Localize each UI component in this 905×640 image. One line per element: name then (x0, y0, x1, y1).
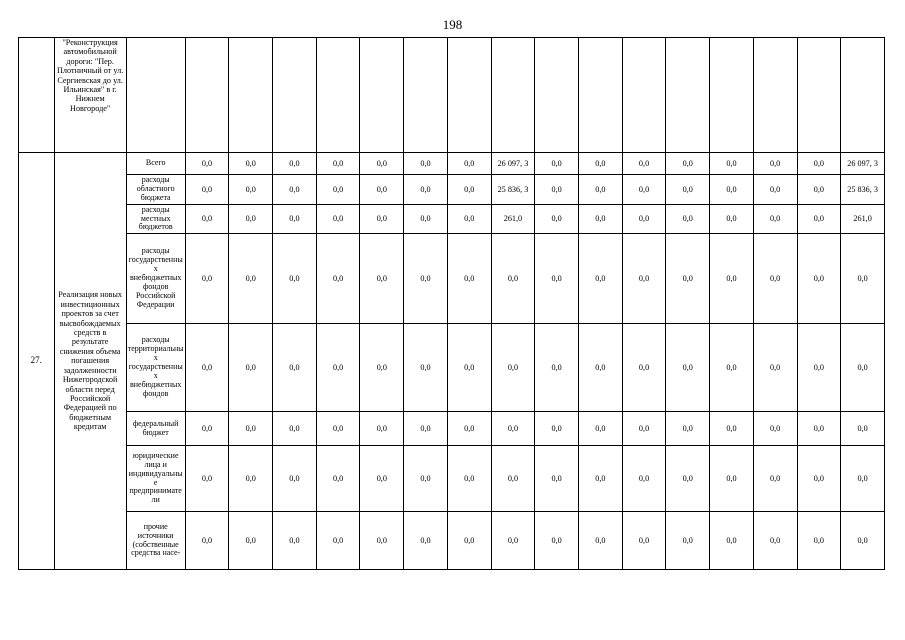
value-cell: 0,0 (710, 324, 754, 412)
value-cell: 0,0 (578, 446, 622, 512)
value-cell: 0,0 (753, 324, 797, 412)
value-cell: 0,0 (185, 324, 229, 412)
value-cell: 0,0 (229, 412, 273, 446)
value-cell: 0,0 (273, 175, 317, 205)
value-cell: 0,0 (753, 205, 797, 234)
value-cell: 0,0 (360, 512, 404, 570)
value-cell: 0,0 (666, 234, 710, 324)
value-cell: 0,0 (622, 412, 666, 446)
table-row (19, 175, 885, 205)
value-cell: 0,0 (360, 324, 404, 412)
value-cell: 0,0 (404, 153, 448, 175)
value-cell: 0,0 (710, 412, 754, 446)
value-cell: 0,0 (578, 324, 622, 412)
budget-table (18, 37, 885, 570)
value-cell: 0,0 (841, 324, 885, 412)
value-cell: 0,0 (316, 412, 360, 446)
value-cell: 0,0 (535, 153, 579, 175)
value-cell: 0,0 (578, 412, 622, 446)
value-cell: 0,0 (753, 175, 797, 205)
table-row-previous (19, 38, 885, 153)
value-cell: 0,0 (316, 234, 360, 324)
value-cell: 0,0 (447, 205, 491, 234)
value-cell: 0,0 (710, 446, 754, 512)
value-cell: 0,0 (185, 153, 229, 175)
value-cell: 0,0 (578, 512, 622, 570)
value-cell: 0,0 (360, 234, 404, 324)
value-cell: 0,0 (841, 512, 885, 570)
value-cell: 26 097, 3 (841, 153, 885, 175)
funding-source: юридические лица и индивидуальные предприниматели (126, 446, 185, 512)
value-cell: 0,0 (622, 324, 666, 412)
value-cell: 0,0 (753, 412, 797, 446)
value-cell: 0,0 (753, 234, 797, 324)
funding-source: расходы государственных внебюджетных фондов Российской Федерации (126, 234, 185, 324)
value-cell: 0,0 (229, 153, 273, 175)
table-row (19, 234, 885, 324)
value-cell: 0,0 (622, 512, 666, 570)
value-cell: 0,0 (535, 234, 579, 324)
value-cell: 0,0 (622, 153, 666, 175)
value-cell: 0,0 (316, 205, 360, 234)
value-cell: 0,0 (185, 175, 229, 205)
value-cell: 0,0 (273, 512, 317, 570)
funding-source: расходы местных бюджетов (126, 205, 185, 234)
funding-source: Всего (126, 153, 185, 175)
value-cell: 0,0 (578, 234, 622, 324)
value-cell: 0,0 (710, 512, 754, 570)
value-cell: 0,0 (710, 175, 754, 205)
value-cell: 0,0 (273, 153, 317, 175)
row-number-cell (19, 38, 55, 153)
value-cell: 0,0 (360, 205, 404, 234)
value-cell: 0,0 (316, 324, 360, 412)
value-cell: 0,0 (535, 412, 579, 446)
value-cell: 0,0 (404, 412, 448, 446)
funding-source: расходы областного бюджета (126, 175, 185, 205)
value-cell: 261,0 (841, 205, 885, 234)
table-row (19, 153, 885, 175)
value-cell: 0,0 (185, 234, 229, 324)
value-cell: 0,0 (447, 153, 491, 175)
value-cell: 0,0 (666, 446, 710, 512)
table-row (19, 446, 885, 512)
value-cell: 0,0 (229, 512, 273, 570)
value-cell: 0,0 (273, 446, 317, 512)
value-cell: 0,0 (666, 324, 710, 412)
value-cell: 0,0 (185, 512, 229, 570)
value-cell: 0,0 (753, 446, 797, 512)
value-cell: 25 836, 3 (841, 175, 885, 205)
table-row (19, 324, 885, 412)
value-cell: 0,0 (491, 412, 535, 446)
value-cell: 0,0 (316, 446, 360, 512)
value-cell: 0,0 (797, 412, 841, 446)
value-cell: 0,0 (404, 512, 448, 570)
table-row (19, 512, 885, 570)
value-cell: 0,0 (491, 234, 535, 324)
value-cell: 0,0 (666, 512, 710, 570)
value-cell: 26 097, 3 (491, 153, 535, 175)
value-cell: 0,0 (404, 175, 448, 205)
value-cell: 0,0 (273, 412, 317, 446)
value-cell: 0,0 (360, 412, 404, 446)
value-cell: 0,0 (797, 446, 841, 512)
value-cell: 0,0 (447, 175, 491, 205)
value-cell: 0,0 (447, 446, 491, 512)
value-cell: 0,0 (797, 153, 841, 175)
value-cell: 0,0 (229, 234, 273, 324)
value-cell: 0,0 (185, 412, 229, 446)
value-cell: 0,0 (447, 234, 491, 324)
value-cell: 0,0 (360, 175, 404, 205)
value-cell: 0,0 (797, 175, 841, 205)
value-cell: 0,0 (273, 234, 317, 324)
value-cell: 0,0 (273, 324, 317, 412)
funding-source: федеральный бюджет (126, 412, 185, 446)
value-cell: 0,0 (447, 324, 491, 412)
value-cell: 0,0 (185, 446, 229, 512)
value-cell: 0,0 (797, 324, 841, 412)
value-cell: 0,0 (316, 153, 360, 175)
value-cell: 0,0 (535, 175, 579, 205)
value-cell: 0,0 (447, 512, 491, 570)
value-cell: 0,0 (535, 512, 579, 570)
section-description: Реализация новых инвестиционных проектов за счет высвобождаемых средств в результате снижения объема погашения задолженности Нижегородской области перед Российской Федерацией по бюджетным кредитам (54, 153, 126, 570)
value-cell: 0,0 (841, 446, 885, 512)
value-cell: 0,0 (229, 446, 273, 512)
value-cell: 0,0 (710, 153, 754, 175)
value-cell: 0,0 (753, 153, 797, 175)
value-cell: 0,0 (491, 324, 535, 412)
value-cell: 0,0 (841, 412, 885, 446)
value-cell: 0,0 (666, 175, 710, 205)
value-cell: 0,0 (622, 175, 666, 205)
value-cell: 0,0 (622, 234, 666, 324)
value-cell: 0,0 (447, 412, 491, 446)
value-cell: 0,0 (316, 175, 360, 205)
value-cell: 0,0 (404, 446, 448, 512)
funding-source: прочие источники (собственные средства насе- (126, 512, 185, 570)
project-description: "Реконструкция автомобильной дороги: "Пер. Плотничный от ул. Сергиевская до ул. Ильинская" в г. Нижнем Новгороде" (54, 38, 126, 153)
value-cell: 0,0 (360, 446, 404, 512)
value-cell: 0,0 (666, 412, 710, 446)
value-cell: 0,0 (710, 205, 754, 234)
value-cell: 0,0 (404, 234, 448, 324)
value-cell: 0,0 (578, 205, 622, 234)
value-cell: 0,0 (622, 446, 666, 512)
value-cell: 0,0 (535, 205, 579, 234)
value-cell: 0,0 (841, 234, 885, 324)
value-cell: 0,0 (578, 153, 622, 175)
value-cell: 0,0 (316, 512, 360, 570)
value-cell: 0,0 (666, 205, 710, 234)
row-number: 27. (19, 153, 55, 570)
value-cell: 0,0 (229, 205, 273, 234)
value-cell: 0,0 (710, 234, 754, 324)
table-row (19, 205, 885, 234)
funding-source: расходы территориальных государственных внебюджетных фондов (126, 324, 185, 412)
page-number: 198 (442, 17, 463, 32)
value-cell: 0,0 (535, 324, 579, 412)
value-cell: 0,0 (578, 175, 622, 205)
value-cell: 0,0 (753, 512, 797, 570)
value-cell: 261,0 (491, 205, 535, 234)
value-cell: 0,0 (229, 324, 273, 412)
value-cell: 0,0 (535, 446, 579, 512)
value-cell: 0,0 (491, 512, 535, 570)
value-cell: 0,0 (491, 446, 535, 512)
value-cell: 0,0 (185, 205, 229, 234)
table-row (19, 412, 885, 446)
value-cell: 0,0 (229, 175, 273, 205)
value-cell: 0,0 (797, 512, 841, 570)
value-cell: 0,0 (797, 205, 841, 234)
value-cell: 25 836, 3 (491, 175, 535, 205)
value-cell: 0,0 (360, 153, 404, 175)
value-cell: 0,0 (404, 324, 448, 412)
value-cell: 0,0 (273, 205, 317, 234)
value-cell: 0,0 (622, 205, 666, 234)
value-cell: 0,0 (666, 153, 710, 175)
value-cell: 0,0 (797, 234, 841, 324)
value-cell: 0,0 (404, 205, 448, 234)
